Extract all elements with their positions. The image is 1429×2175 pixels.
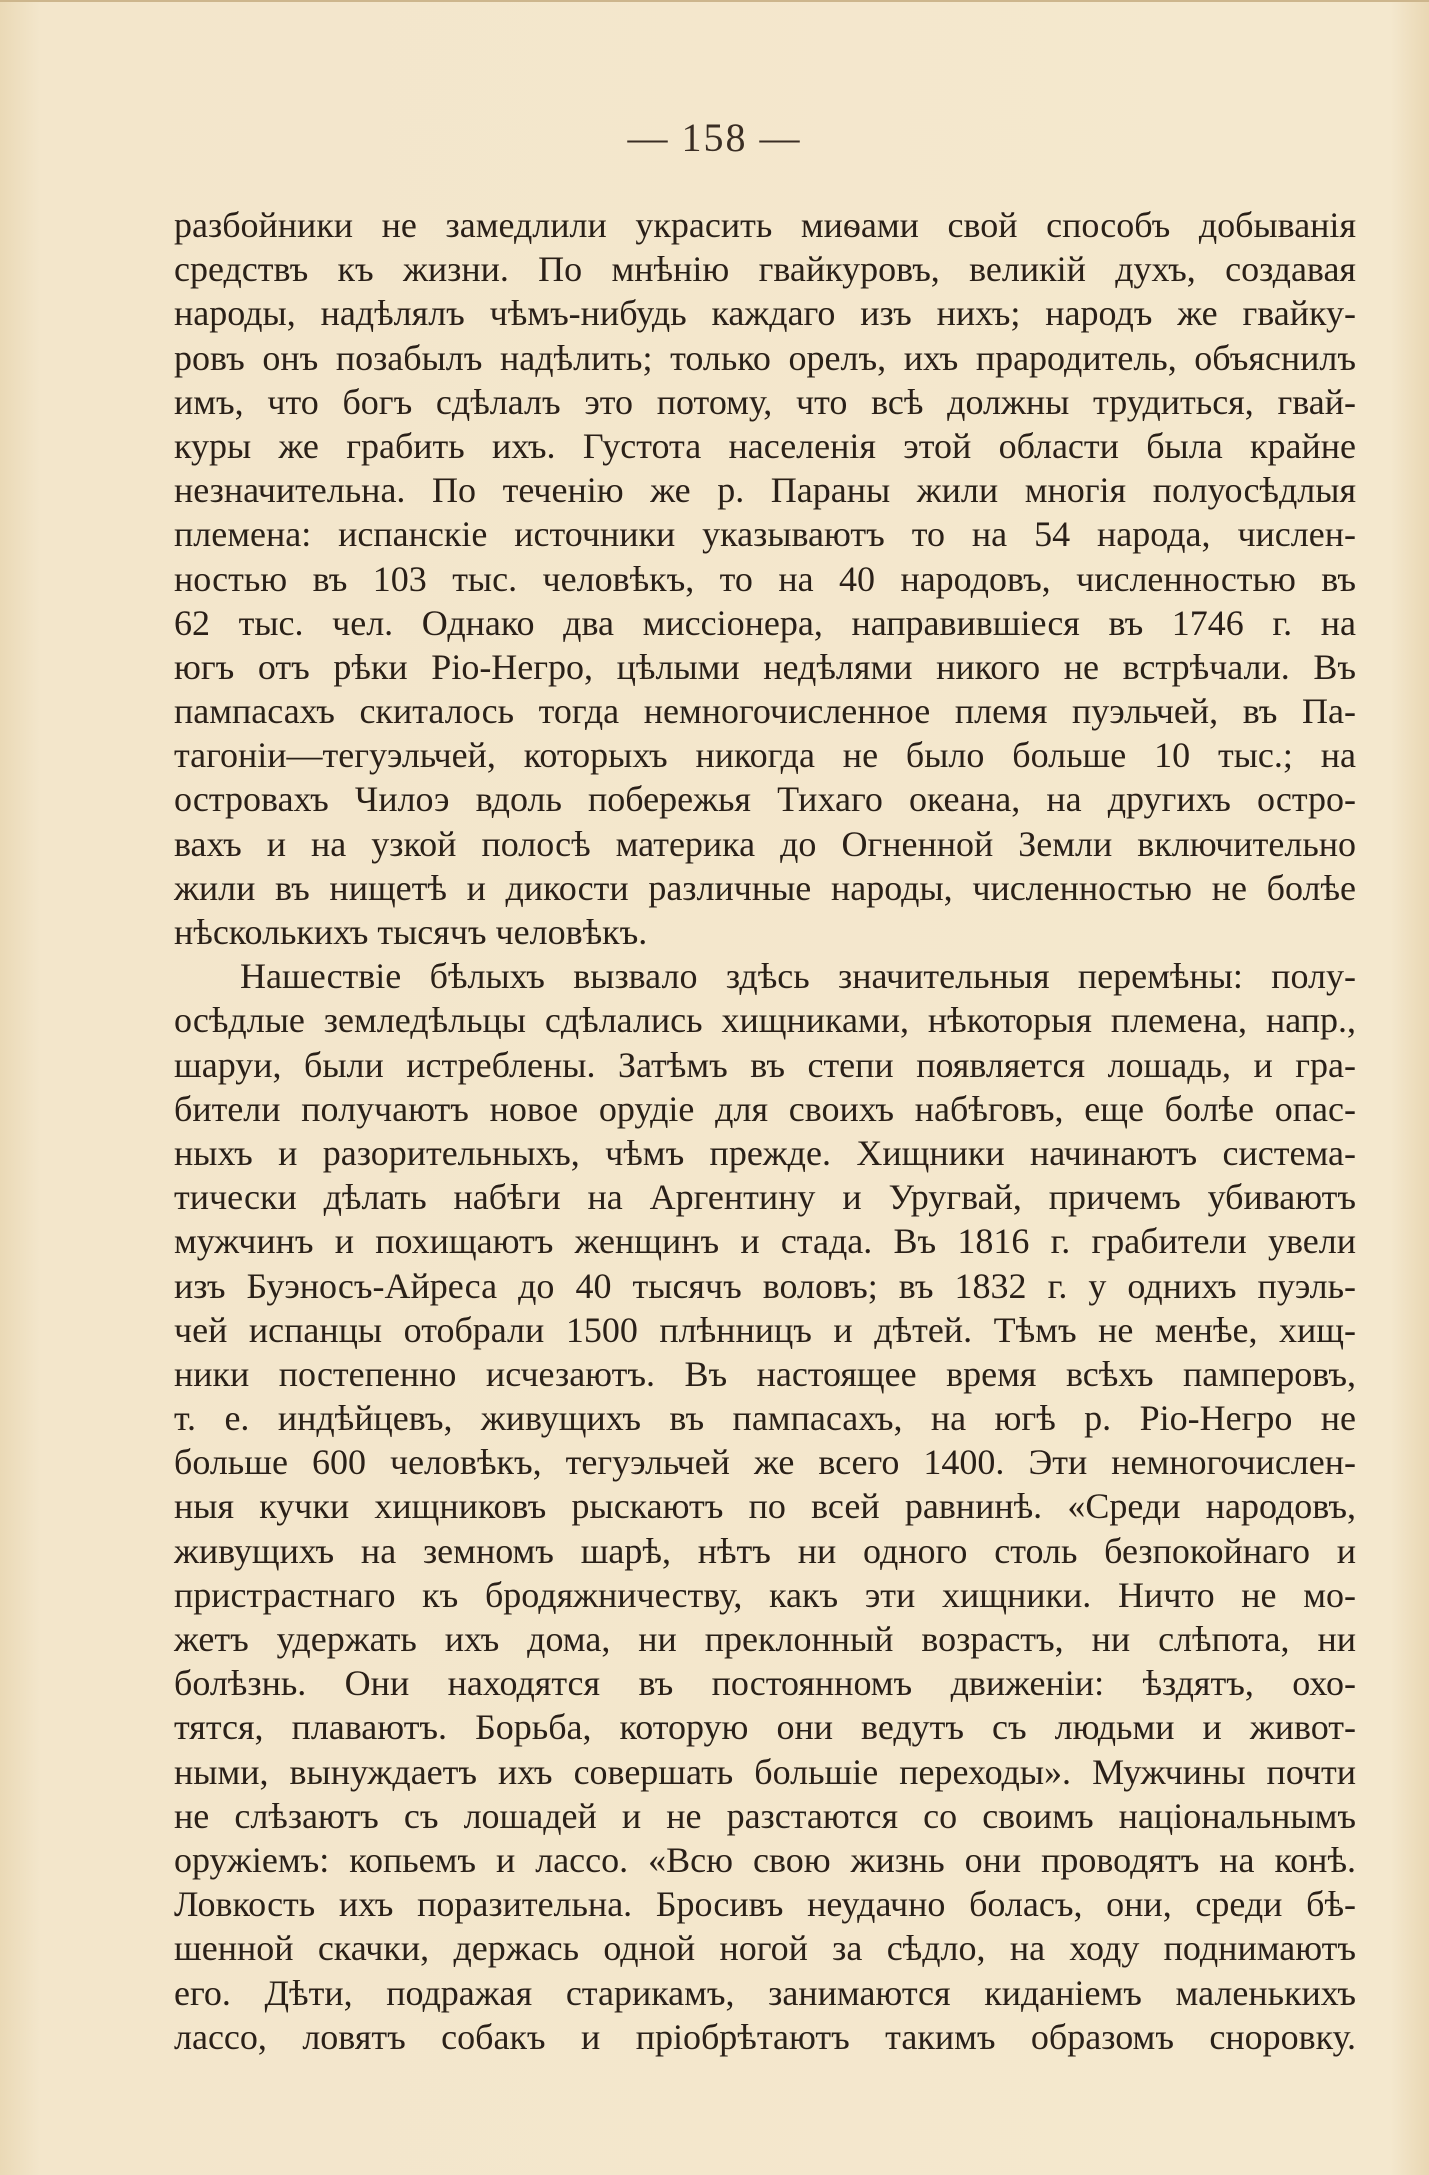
text-line: больше 600 человѣкъ, тегуэльчей же всего 1400. Эти немногочислен- [174,1442,1356,1483]
text-line: ники постепенно исчезаютъ. Въ настоящее время всѣхъ памперовъ, [174,1353,1356,1394]
text-line: живущихъ на земномъ шарѣ, нѣтъ ни одного столь безпокойнаго и [174,1530,1356,1571]
text-line: его. Дѣти, подражая старикамъ, занимаются киданіемъ маленькихъ [174,1972,1356,2013]
text-line: чей испанцы отобрали 1500 плѣнницъ и дѣтей. Тѣмъ не менѣе, хищ- [174,1309,1356,1350]
text-line: жили въ нищетѣ и дикости различные народы, численностью не болѣе [174,867,1356,908]
text-line: племена: испанскіе источники указываютъ то на 54 народа, числен- [174,514,1356,555]
text-line: Нашествіе бѣлыхъ вызвало здѣсь значительныя перемѣны: полу- [240,956,1356,997]
text-line: югъ отъ рѣки Ріо-Негро, цѣлыми недѣлями никого не встрѣчали. Въ [174,646,1356,687]
text-line: изъ Буэносъ-Айреса до 40 тысячъ воловъ; въ 1832 г. у однихъ пуэль- [174,1265,1356,1306]
text-line: пристрастнаго къ бродяжничеству, какъ эти хищники. Ничто не мо- [174,1574,1356,1615]
text-line: тагоніи—тегуэльчей, которыхъ никогда не было больше 10 тыс.; на [174,735,1356,776]
text-line: средствъ къ жизни. По мнѣнію гвайкуровъ, великій духъ, создавая [174,249,1356,290]
text-line: тически дѣлать набѣги на Аргентину и Уругвай, причемъ убиваютъ [174,1177,1356,1218]
text-line: бители получаютъ новое орудіе для своихъ набѣговъ, еще болѣе опас- [174,1088,1356,1129]
text-line: т. е. индѣйцевъ, живущихъ въ пампасахъ, на югѣ р. Ріо-Негро не [174,1398,1356,1439]
page-number: — 158 — [627,115,802,160]
text-line: жетъ удержать ихъ дома, ни преклонный возрастъ, ни слѣпота, ни [174,1619,1356,1659]
text-line: тятся, плаваютъ. Борьба, которую они ведутъ съ людьми и живот- [174,1707,1356,1748]
text-line: болѣзнь. Они находятся въ постоянномъ движеніи: ѣздятъ, охо- [174,1663,1356,1704]
text-line: вахъ и на узкой полосѣ материка до Огненной Земли включительно [174,823,1356,864]
text-line: пампасахъ скиталось тогда немногочисленное племя пуэльчей, въ Па- [174,691,1356,732]
paragraph-1 [174,203,1356,954]
text-line: островахъ Чилоэ вдоль побережья Тихаго океана, на другихъ остро- [174,779,1356,820]
text-line: ровъ онъ позабылъ надѣлить; только орелъ, ихъ прародитель, объяснилъ [174,337,1356,378]
text-line: 62 тыс. чел. Однако два миссіонера, направившіеся въ 1746 г. на [174,602,1356,643]
text-line: ностью въ 103 тыс. человѣкъ, то на 40 народовъ, численностью въ [174,558,1356,599]
text-line: ныя кучки хищниковъ рыскаютъ по всей равнинѣ. «Среди народовъ, [174,1486,1356,1527]
text-line: имъ, что богъ сдѣлалъ это потому, что всѣ должны трудиться, гвай- [174,381,1356,422]
body-text [174,203,1356,2059]
text-line: ныхъ и разорительныхъ, чѣмъ прежде. Хищники начинаютъ система- [174,1132,1356,1173]
text-line: нѣсколькихъ тысячъ человѣкъ. [174,912,648,952]
text-line: шаруи, были истреблены. Затѣмъ въ степи появляется лошадь, и гра- [174,1044,1356,1085]
text-line: Ловкость ихъ поразительна. Бросивъ неудачно боласъ, они, среди бѣ- [174,1884,1356,1925]
text-line: оружіемъ: копьемъ и лассо. «Всю свою жизнь они проводятъ на конѣ. [174,1839,1356,1880]
text-line: не слѣзаютъ съ лошадей и не разстаются со своимъ національнымъ [174,1795,1356,1836]
text-line: мужчинъ и похищаютъ женщинъ и стада. Въ 1816 г. грабители увели [174,1221,1356,1262]
paragraph-2 [174,954,1356,2059]
text-line: народы, надѣлялъ чѣмъ-нибудь каждаго изъ нихъ; народъ же гвайку- [174,293,1356,334]
text-line: шенной скачки, держась одной ногой за сѣдло, на ходу поднимаютъ [174,1928,1356,1969]
text-line: осѣдлые земледѣльцы сдѣлались хищниками, нѣкоторыя племена, напр., [174,1000,1356,1041]
text-line: разбойники не замедлили украсить миѳами свой способъ добыванія [174,205,1356,245]
text-line: лассо, ловятъ собакъ и пріобрѣтаютъ такимъ образомъ сноровку. [174,2016,1356,2057]
text-line: куры же грабить ихъ. Густота населенія этой области была крайне [174,425,1356,466]
text-line: незначительна. По теченію же р. Параны жили многія полуосѣдлыя [174,470,1356,511]
text-line: ными, вынуждаетъ ихъ совершать большіе переходы». Мужчины почти [174,1751,1356,1792]
